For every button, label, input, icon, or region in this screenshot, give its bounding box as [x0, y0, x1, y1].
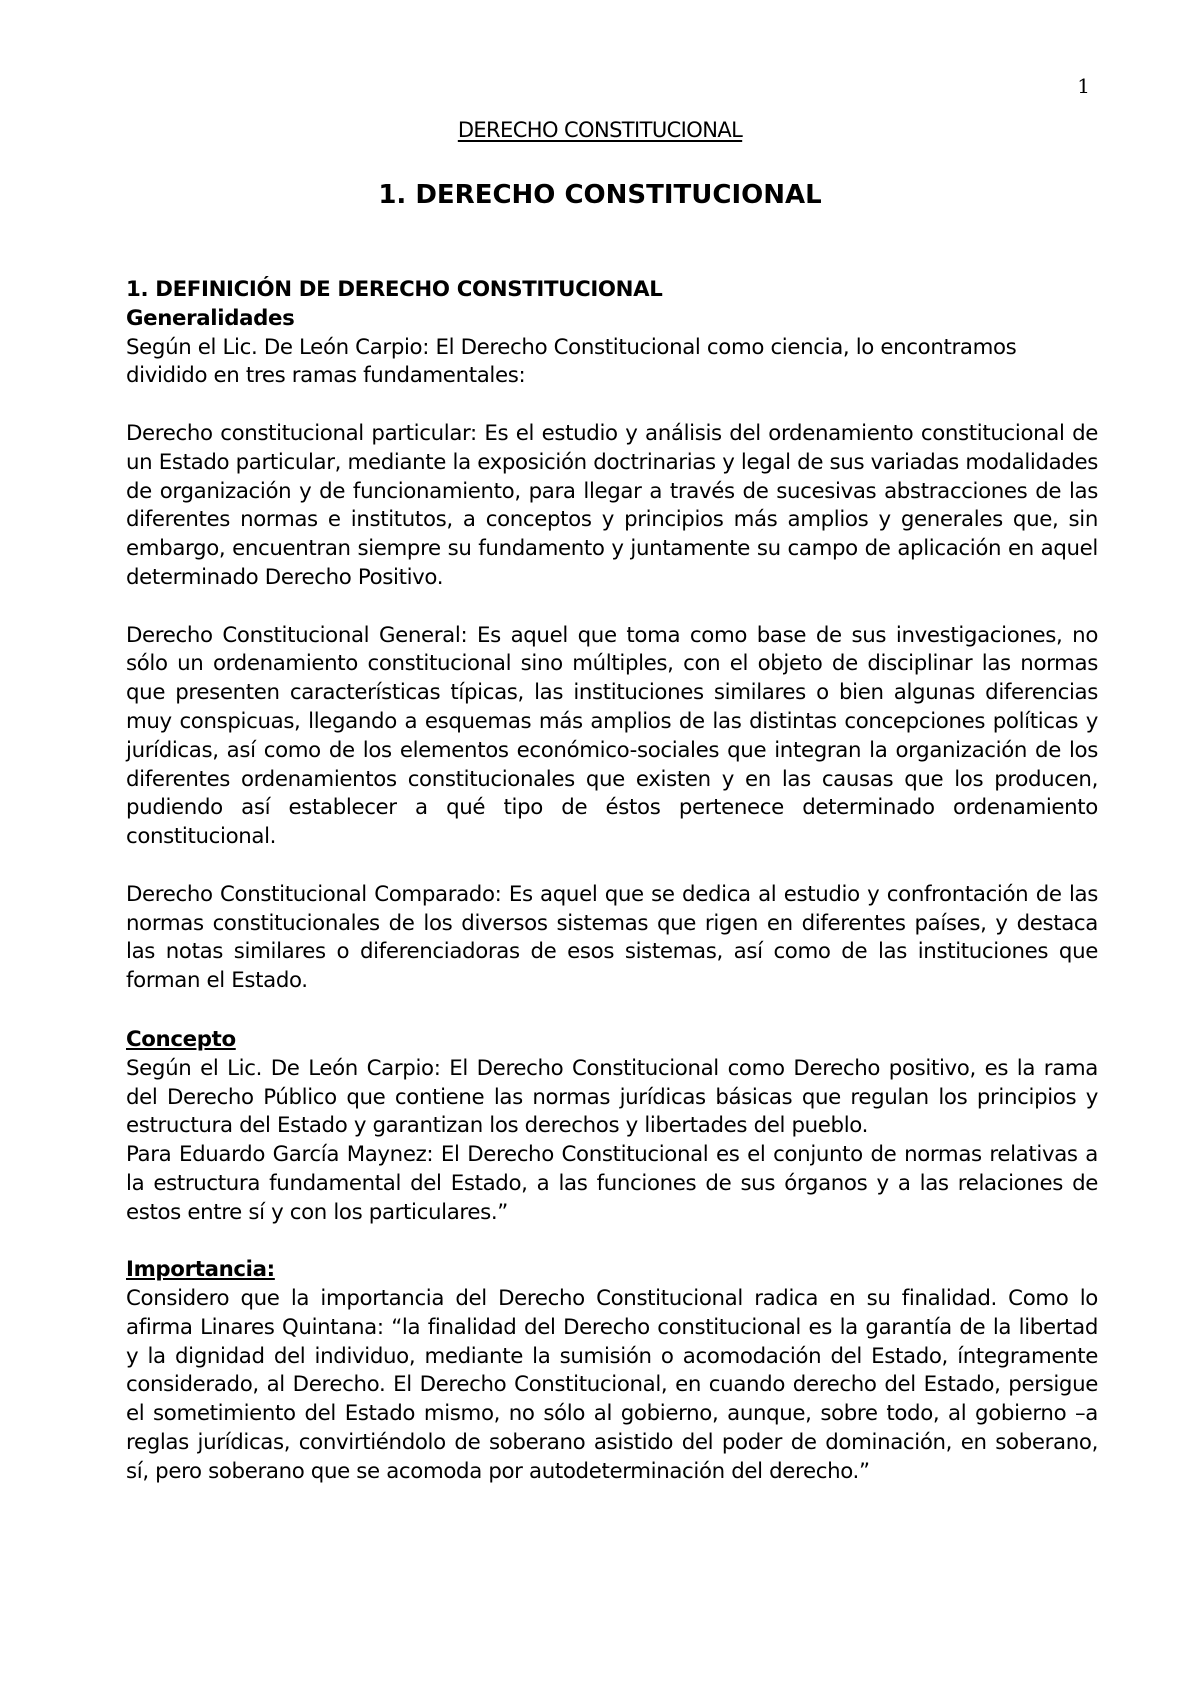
running-header — [0, 118, 1200, 142]
paragraph-particular: Derecho constitucional particular: Es el estudio y análisis del ordenamiento constitucional de un Estado particular, mediante la exposición doctrinarias y legal de sus variadas modalidades de organización y de funcionamiento, para llegar a través de sucesivas abstracciones de las diferentes normas e institutos, a conceptos y principios más amplios y generales que, sin embargo, encuentran siempre su fundamento y juntamente su campo de aplicación en aquel determinado Derecho Positivo. — [126, 420, 1098, 590]
subheading-concepto — [126, 1026, 1098, 1055]
subheading-generalidades: Generalidades — [126, 305, 295, 331]
subheading-concepto-text: Concepto — [126, 1026, 236, 1052]
paragraph-intro: Según el Lic. De León Carpio: El Derecho Constitucional como ciencia, lo encontramos dividido en tres ramas fundamentales: — [126, 334, 1017, 389]
running-header-text: DERECHO CONSTITUCIONAL — [457, 118, 743, 142]
section-heading: 1. DEFINICIÓN DE DERECHO CONSTITUCIONAL — [126, 277, 663, 302]
paragraph-general: Derecho Constitucional General: Es aquel que toma como base de sus investigaciones, no sólo un ordenamiento constitucional sino múltiples, con el objeto de disciplinar las normas que presenten características típicas, las instituciones similares o bien algunas diferencias muy conspicuas, llegando a esquemas más amplios de las distintas concepciones políticas y jurídicas, así como de los elementos económico-sociales que integran la organización de los diferentes ordenamientos constitucionales que existen y en las causas que los producen, pudiendo así establecer a qué tipo de éstos pertenece determinado ordenamiento constitucional. — [126, 622, 1098, 850]
paragraph-comparado: Derecho Constitucional Comparado: Es aquel que se dedica al estudio y confrontación de las normas constitucionales de los diversos sistemas que rigen en diferentes países, y destaca las notas similares o diferenciadoras de esos sistemas, así como de las instituciones que forman el Estado. — [126, 881, 1098, 994]
document-body — [126, 276, 1098, 1487]
subheading-importancia — [126, 1256, 1098, 1285]
document-title: 1. DERECHO CONSTITUCIONAL — [378, 180, 822, 210]
paragraph-importancia: Considero que la importancia del Derecho Constitucional radica en su finalidad. Como lo afirma Linares Quintana: “la finalidad del Derecho constitucional es la garantía de la libertad y la dignidad del individuo, mediante la sumisión o acomodación del Estado, íntegramente considerado, al Derecho. El Derecho Constitucional, en cuando derecho del Estado, persigue el sometimiento del Estado mismo, no sólo al gobierno, aunque, sobre todo, al gobierno –a reglas jurídicas, convirtiéndolo de soberano asistido del poder de dominación, en soberano, sí, pero soberano que se acomoda por autodeterminación del derecho.” — [126, 1286, 1098, 1484]
paragraph-concepto-2: Para Eduardo García Maynez: El Derecho Constitucional es el conjunto de normas relativas a la estructura fundamental del Estado, a las funciones de sus órganos y a las relaciones de estos entre sí y con los particulares.” — [126, 1142, 1098, 1225]
subheading-importancia-text: Importancia: — [126, 1257, 275, 1283]
page-number: 1 — [1077, 74, 1090, 98]
paragraph-concepto-1: Según el Lic. De León Carpio: El Derecho Constitucional como Derecho positivo, es la rama del Derecho Público que contiene las normas jurídicas básicas que regulan los principios y estructura del Estado y garantizan los derechos y libertades del pueblo. — [126, 1055, 1098, 1139]
